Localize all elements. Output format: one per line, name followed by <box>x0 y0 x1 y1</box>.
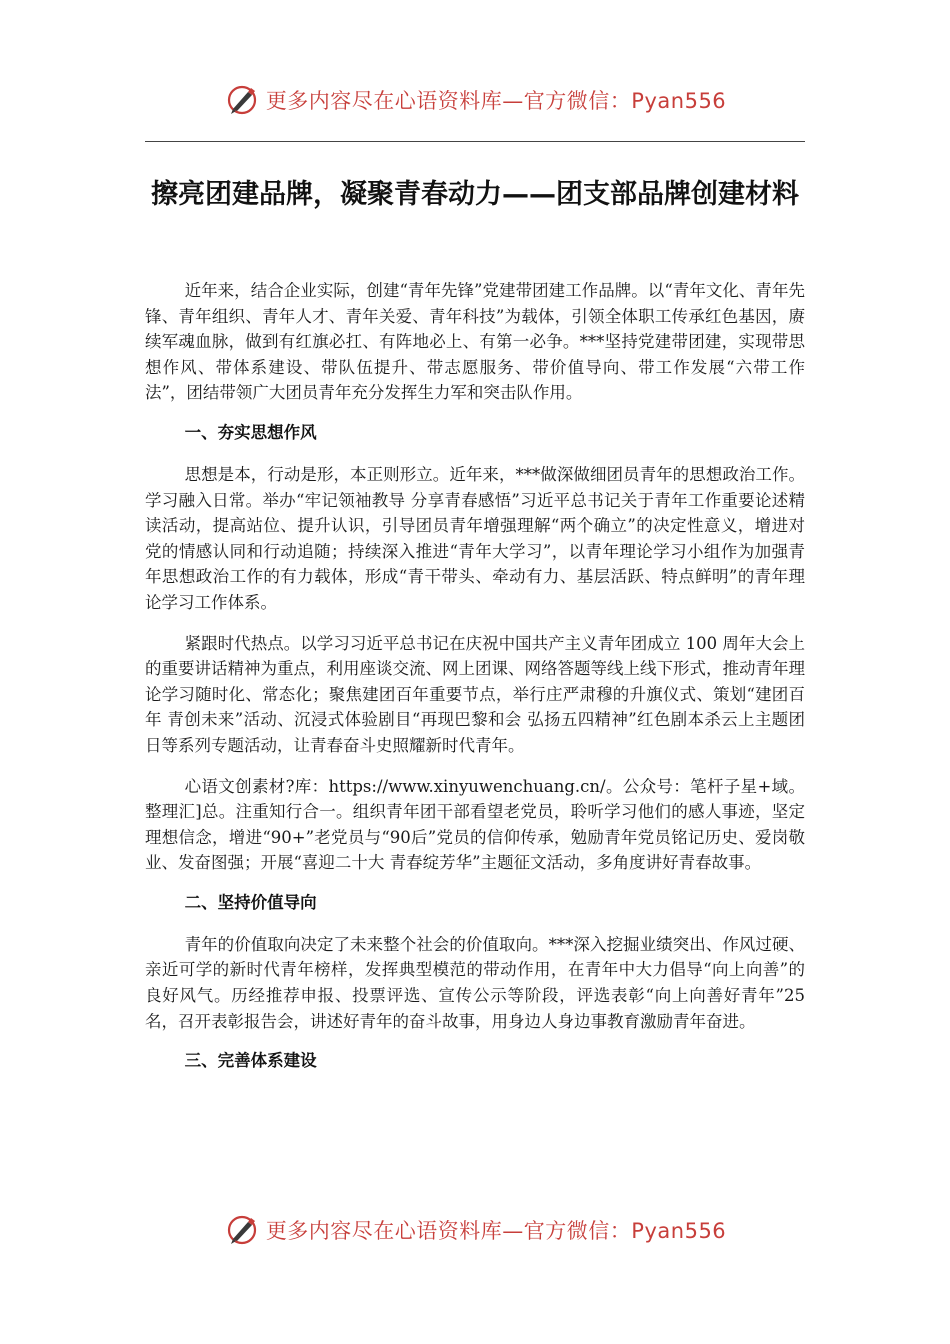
brand-logo-icon <box>224 1213 260 1247</box>
header-banner-text: 更多内容尽在心语资料库—官方微信：Pyan556 <box>265 89 727 113</box>
section-heading-2: 二、坚持价值导向 <box>184 892 317 912</box>
paragraph-values: 青年的价值取向决定了未来整个社会的价值取向。***深入挖掘业绩突出、作风过硬、亲近可学的新时代青年榜样，发挥典型模范的带动作用，在青年中大力倡导“向上向善”的良好风气。历经推荐申报、投票评选、宣传公示等阶段，评选表彰“向上向善好青年”25名，召开表彰报告会，讲述好青年的奋斗故事，用身边人身边事教育激励青年奋进。 <box>145 934 805 1031</box>
paragraph-intro: 近年来，结合企业实际，创建“青年先锋”党建带团建工作品牌。以“青年文化、青年先锋、青年组织、青年人才、青年关爱、青年科技”为载体，引领全体职工传承红色基因，赓续军魂血脉，做到有红旗必扛、有阵地必上、有第一必争。***坚持党建带团建，实现带思想作风、带体系建设、带队伍提升、带志愿服务、带价值导向、带工作发展“六带工作法”，团结带领广大团员青年充分发挥生力军和突击队作用。 <box>145 281 805 403</box>
paragraph-current-events: 紧跟时代热点。以学习习近平总书记在庆祝中国共产主义青年团成立 100 周年大会上的重要讲话精神为重点，利用座谈交流、网上团课、网络答题等线上线下形式，推动青年理论学习随时化、常态化；聚焦建团百年重要节点，举行庄严肃穆的升旗仪式、策划“建团百年 青创未来”活动、沉浸式体验剧目“再现巴黎和会 弘扬五四精神”红色剧本杀云上主题团日等系列专题活动，让青春奋斗史照耀新时代青年。 <box>145 633 805 755</box>
paragraph-practice: 心语文创素材?库：https://www.xinyuwenchuang.cn/。公众号：笔杆子星+域。整理汇]总。注重知行合一。组织青年团干部看望老党员，聆听学习他们的感人事迹，坚定理想信念，增进“90+”老党员与“90后”党员的信仰传承，勉励青年党员铭记历史、爱岗敬业、发奋图强；开展“喜迎二十大 青春绽芳华”主题征文活动，多角度讲好青春故事。 <box>145 776 805 873</box>
brand-logo-icon <box>224 83 260 117</box>
header-banner <box>0 80 950 120</box>
section-heading-1: 一、夯实思想作风 <box>184 422 317 442</box>
document-body <box>145 278 805 1090</box>
header-divider <box>145 141 805 142</box>
section-heading-3: 三、完善体系建设 <box>184 1051 317 1071</box>
footer-banner-text: 更多内容尽在心语资料库—官方微信：Pyan556 <box>265 1219 727 1243</box>
document-title: 擦亮团建品牌，凝聚青春动力——团支部品牌创建材料 <box>151 179 799 210</box>
footer-banner <box>0 1210 950 1250</box>
paragraph-ideology: 思想是本，行动是形，本正则形立。近年来，***做深做细团员青年的思想政治工作。学习融入日常。举办“牢记领袖教导 分享青春感悟”习近平总书记关于青年工作重要论述精读活动，提高站位、提升认识，引导团员青年增强理解“两个确立”的决定性意义，增进对党的情感认同和行动追随；持续深入推进“青年大学习”，以青年理论学习小组作为加强青年思想政治工作的有力载体，形成“青干带头、牵动有力、基层活跃、特点鲜明”的青年理论学习工作体系。 <box>145 464 805 612</box>
